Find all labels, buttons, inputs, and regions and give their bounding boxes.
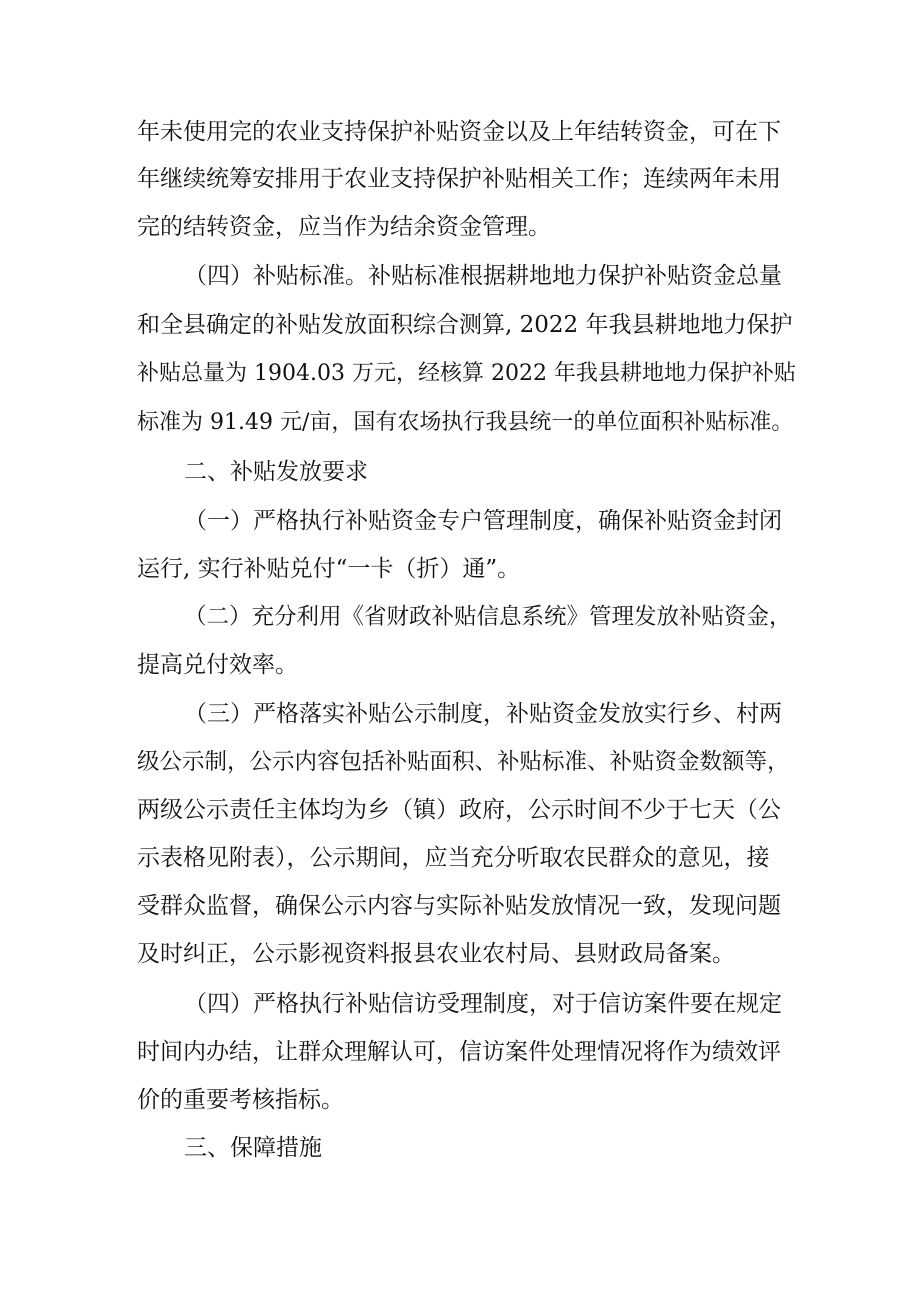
body-text-line: 示表格见附表），公示期间，应当充分听取农民群众的意见，接 [137, 845, 770, 871]
body-text-line: （三）严格落实补贴公示制度，补贴资金发放实行乡、村两 [184, 701, 782, 727]
body-text-line: 受群众监督，确保公示内容与实际补贴发放情况一致，发现问题 [137, 893, 781, 919]
section-heading: 二、补贴发放要求 [184, 459, 368, 485]
body-text-line: 两级公示责任主体均为乡（镇）政府，公示时间不少于七天（公 [137, 797, 781, 823]
body-text-line: 价的重要考核指标。 [137, 1087, 344, 1113]
body-text-line: 和全县确定的补贴发放面积综合测算, 2022 年我县耕地地力保护 [137, 312, 793, 338]
body-text-line: 时间内办结，让群众理解认可，信访案件处理情况将作为绩效评 [137, 1039, 781, 1065]
body-text-line: （四）严格执行补贴信访受理制度，对于信访案件要在规定 [184, 991, 782, 1017]
section-heading: 三、保障措施 [184, 1135, 322, 1161]
body-text-line: 及时纠正，公示影视资料报县农业农村局、县财政局备案。 [137, 941, 735, 967]
body-text-line: 补贴总量为 1904.03 万元，经核算 2022 年我县耕地地力保护补贴 [137, 361, 796, 386]
body-text-line: 完的结转资金，应当作为结余资金管理。 [137, 214, 551, 240]
body-text-line: 提高兑付效率。 [137, 652, 298, 678]
body-text-line: 标准为 91.49 元/亩，国有农场执行我县统一的单位面积补贴标准。 [137, 410, 794, 435]
body-text-line: 级公示制，公示内容包括补贴面积、补贴标准、补贴资金数额等， [137, 749, 790, 775]
body-text-line: 运行, 实行补贴兑付“一卡（折）通”。 [137, 556, 521, 582]
body-text-line: 年继续统筹安排用于农业支持保护补贴相关工作；连续两年未用 [137, 166, 781, 192]
body-text-line: （四）补贴标准。补贴标准根据耕地地力保护补贴资金总量 [184, 263, 782, 289]
body-text-line: （一）严格执行补贴资金专户管理制度，确保补贴资金封闭 [184, 508, 782, 534]
body-text-line: 年未使用完的农业支持保护补贴资金以及上年结转资金，可在下 [137, 119, 781, 145]
body-text-line: （二）充分利用《省财政补贴信息系统》管理发放补贴资金， [184, 604, 792, 630]
